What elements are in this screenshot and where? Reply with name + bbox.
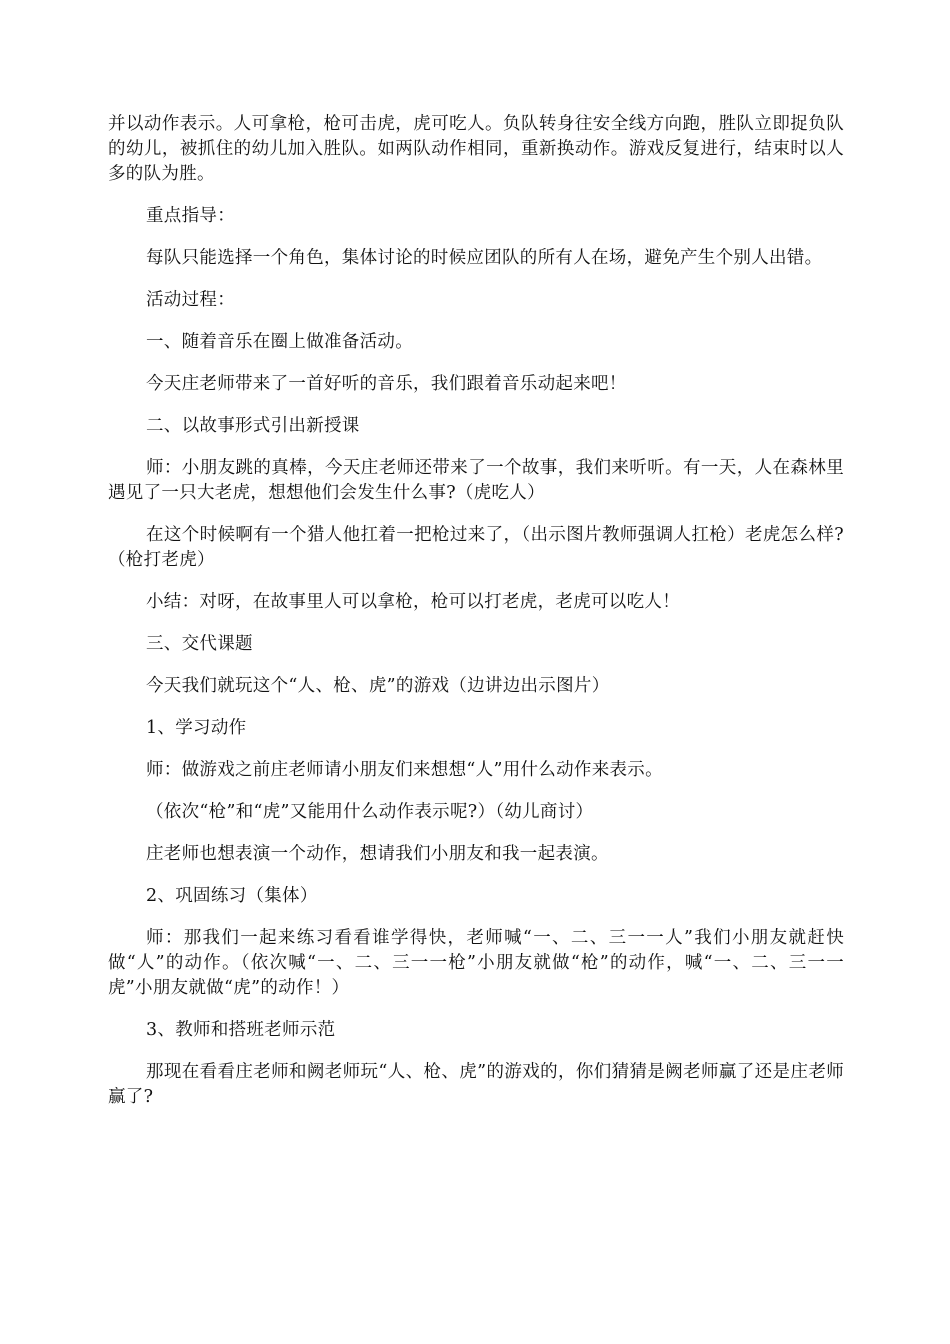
paragraph-music-intro: 今天庄老师带来了一首好听的音乐，我们跟着音乐动起来吧！ [146, 374, 627, 394]
paragraph-summary: 小结：对呀，在故事里人可以拿枪，枪可以打老虎，老虎可以吃人！ [146, 592, 680, 612]
paragraph-demo-heading: 3、教师和搭班老师示范 [146, 1020, 336, 1040]
paragraph-topic: 今天我们就玩这个“人、枪、虎”的游戏（边讲边出示图片） [146, 676, 610, 696]
paragraph-step-one: 一、随着音乐在圈上做准备活动。 [146, 332, 413, 352]
paragraph-game-rules-continued: 并以动作表示。人可拿枪，枪可击虎，虎可吃人。负队转身往安全线方向跑，胜队立即捉负队的幼儿，被抓住的幼儿加入胜队。如两队动作相同，重新换动作。游戏反复进行，结束时以人多的队为胜。 [108, 114, 844, 184]
paragraph-activity-process-heading: 活动过程： [146, 290, 235, 310]
paragraph-step-two: 二、以故事形式引出新授课 [146, 416, 360, 436]
paragraph-person-action: 师：做游戏之前庄老师请小朋友们来想想“人”用什么动作来表示。 [146, 760, 663, 780]
paragraph-story-intro: 师：小朋友跳的真棒，今天庄老师还带来了一个故事，我们来听听。有一天，人在森林里遇见了一只大老虎，想想他们会发生什么事?（虎吃人） [108, 458, 844, 503]
paragraph-learn-actions-heading: 1、学习动作 [146, 718, 247, 738]
paragraph-practice-heading: 2、巩固练习（集体） [146, 886, 318, 906]
paragraph-hunter: 在这个时候啊有一个猎人他扛着一把枪过来了，（出示图片教师强调人扛枪）老虎怎么样?（枪打老虎） [108, 525, 844, 570]
paragraph-key-guidance-heading: 重点指导： [146, 206, 235, 226]
paragraph-guess-winner: 那现在看看庄老师和阙老师玩“人、枪、虎”的游戏的，你们猜猜是阙老师赢了还是庄老师赢了? [108, 1062, 844, 1107]
paragraph-step-three: 三、交代课题 [146, 634, 253, 654]
paragraph-teacher-demo: 庄老师也想表演一个动作，想请我们小朋友和我一起表演。 [146, 844, 609, 864]
paragraph-practice: 师：那我们一起来练习看看谁学得快，老师喊“一、二、三一一人”我们小朋友就赶快做“人”的动作。（依次喊“一、二、三一一枪”小朋友就做“枪”的动作，喊“一、二、三一一虎”小朋友就做“虎”的动作！） [108, 928, 844, 998]
document-body [108, 112, 844, 1127]
paragraph-key-guidance: 每队只能选择一个角色，集体讨论的时候应团队的所有人在场，避免产生个别人出错。 [146, 248, 823, 268]
paragraph-gun-tiger-action: （依次“枪”和“虎”又能用什么动作表示呢?）（幼儿商讨） [146, 802, 594, 822]
